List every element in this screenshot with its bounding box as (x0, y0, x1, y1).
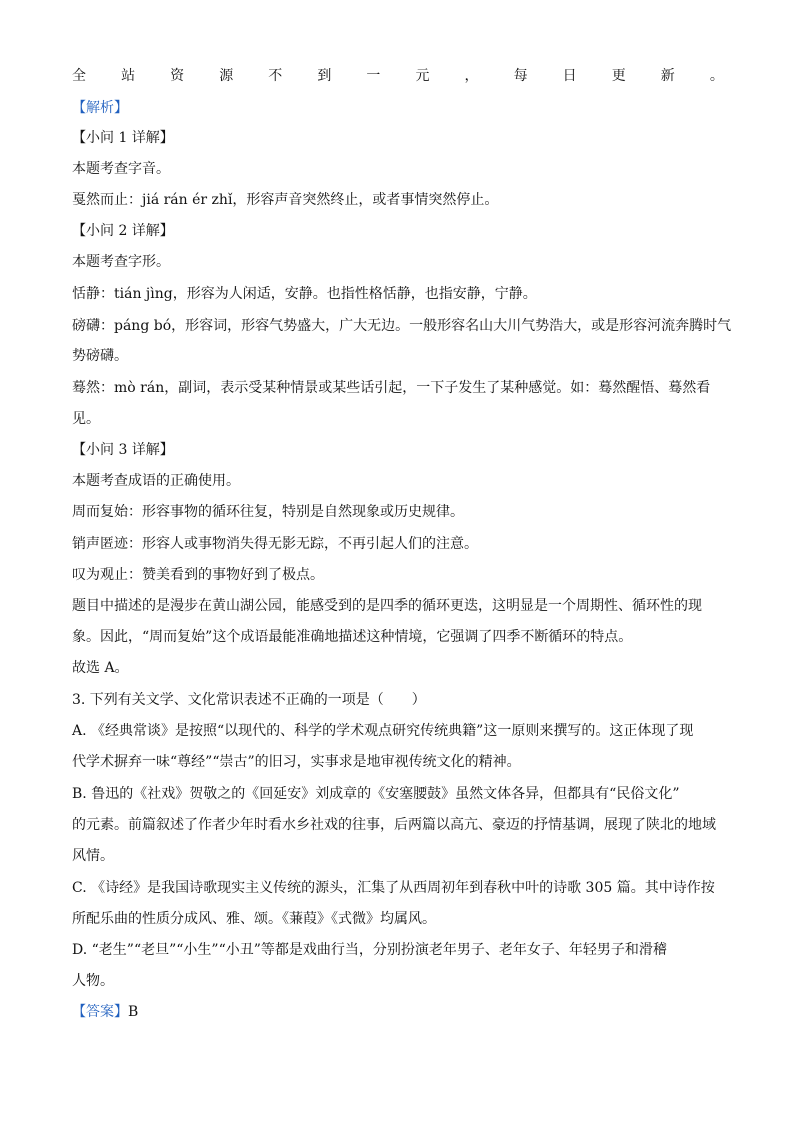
banner-char: 到 (317, 68, 332, 84)
option-line: 的元素。前篇叙述了作者少年时看水乡社戏的往事，后两篇以高亢、豪迈的抒情基调，展现了陕北的地域 (72, 817, 716, 833)
answer-value: B (128, 1004, 139, 1020)
option-line: C. 《诗经》是我国诗歌现实主义传统的源头，汇集了从西周初年到春秋中叶的诗歌 305 篇。其中诗作按 (72, 880, 715, 896)
option-line: D. “老生”“老旦”“小生”“小丑”等都是戏曲行当，分别扮演老年男子、老年女子、年轻男子和滑稽 (72, 942, 667, 958)
analysis-label: 【解析】 (72, 100, 128, 116)
banner-char: 不 (268, 68, 283, 84)
option-line: A. 《经典常谈》是按照“以现代的、科学的学术观点研究传统典籍”这一原则来撰写的。这正体现了现 (72, 723, 694, 739)
option-line: 代学术摒弃一味“尊经”“崇古”的旧习，实事求是地审视传统文化的精神。 (72, 754, 521, 770)
banner-char: 日 (562, 68, 577, 84)
q3-line: 故选 A。 (72, 660, 129, 676)
q3-line: 本题考查成语的正确使用。 (72, 473, 240, 489)
q1-heading: 【小问 1 详解】 (72, 130, 174, 146)
q2-line: 本题考查字形。 (72, 254, 170, 270)
site-banner (72, 66, 724, 86)
q2-line: 见。 (72, 411, 100, 427)
q3-line: 销声匿迹：形容人或事物消失得无影无踪，不再引起人们的注意。 (72, 536, 478, 552)
q3-line: 叹为观止：赞美看到的事物好到了极点。 (72, 567, 324, 583)
banner-char: 元 (415, 68, 430, 84)
q2-line: 势磅礴。 (72, 348, 128, 364)
option-line: 风情。 (72, 848, 114, 864)
q3-line: 象。因此，“周而复始”这个成语最能准确地描述这种情境，它强调了四季不断循环的特点。 (72, 629, 633, 645)
question-stem: 3. 下列有关文学、文化常识表述不正确的一项是（ ） (72, 692, 426, 708)
q3-line: 周而复始：形容事物的循环往复，特别是自然现象或历史规律。 (72, 504, 464, 520)
banner-char: ， (464, 68, 479, 84)
banner-char: 每 (513, 68, 528, 84)
q3-line: 题目中描述的是漫步在黄山湖公园，能感受到的是四季的循环更迭，这明显是一个周期性、循环性的现 (72, 598, 702, 614)
banner-char: 源 (219, 68, 234, 84)
banner-char: 更 (611, 68, 626, 84)
q1-line: 戛然而止：jiá rán ér zhǐ，形容声音突然终止，或者事情突然停止。 (72, 192, 499, 208)
answer-label: 【答案】 (72, 1004, 128, 1020)
q3-heading: 【小问 3 详解】 (72, 442, 174, 458)
banner-char: 资 (170, 68, 185, 84)
q2-line: 磅礴：páng bó，形容词，形容气势盛大，广大无边。一般形容名山大川气势浩大，或是形容河流奔腾时气 (72, 318, 732, 334)
q2-heading: 【小问 2 详解】 (72, 223, 174, 239)
banner-char: 。 (709, 68, 724, 84)
option-line: B. 鲁迅的《社戏》贺敬之的《回延安》刘成章的《安塞腰鼓》虽然文体各异，但都具有“民俗文化” (72, 786, 680, 802)
option-line: 所配乐曲的性质分成风、雅、颂。《蒹葭》《式微》均属风。 (72, 911, 436, 927)
answer-row (72, 1002, 724, 1022)
banner-char: 新 (660, 68, 675, 84)
banner-char: 站 (121, 68, 136, 84)
banner-char: 一 (366, 68, 381, 84)
q2-line: 恬静：tián jìng，形容为人闲适，安静。也指性格恬静，也指安静，宁静。 (72, 286, 537, 302)
banner-char: 全 (72, 68, 86, 84)
option-line: 人物。 (72, 973, 114, 989)
q2-line: 蓦然：mò rán，副词，表示受某种情景或某些话引起，一下子发生了某种感觉。如：蓦然醒悟、蓦然看 (72, 380, 711, 396)
q1-line: 本题考查字音。 (72, 161, 170, 177)
